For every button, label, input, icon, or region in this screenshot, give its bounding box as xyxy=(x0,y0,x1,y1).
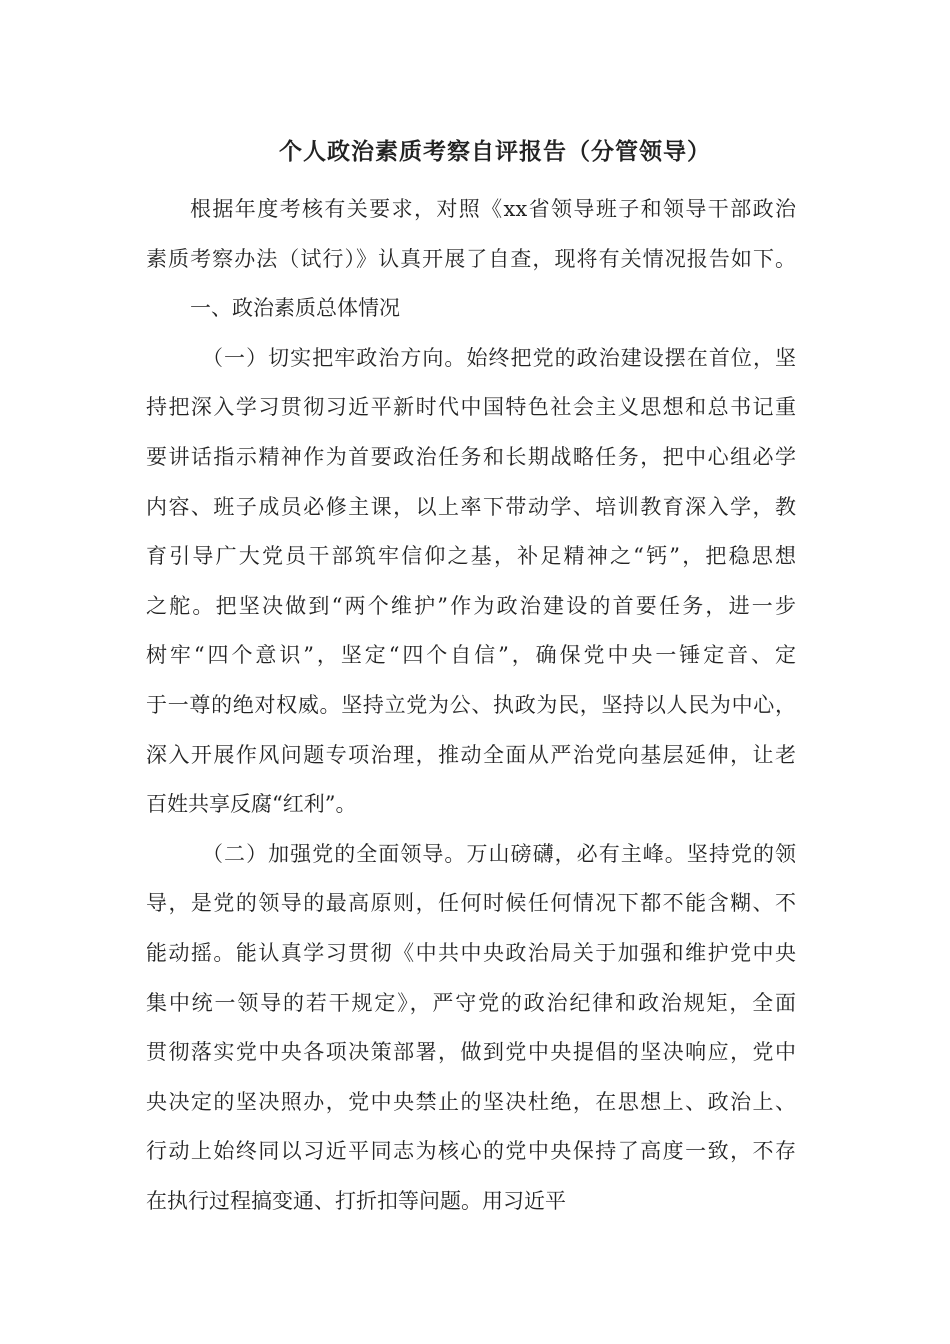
paragraph-line-14: （二）加强党的全面领导。万山磅礴，必有主峰。坚持党的领 xyxy=(202,841,796,866)
paragraph-line-18: 贯彻落实党中央各项决策部署，做到党中央提倡的坚决响应，党中 xyxy=(146,1040,796,1065)
paragraph-line-4: （一）切实把牢政治方向。始终把党的政治建设摆在首位，坚 xyxy=(202,345,796,370)
paragraph-line-16: 能动摇。能认真学习贯彻《中共中央政治局关于加强和维护党中央 xyxy=(146,940,796,965)
document-body xyxy=(146,185,796,1226)
paragraph-line-6: 要讲话指示精神作为首要政治任务和长期战略任务，把中心组必学 xyxy=(146,444,796,469)
paragraph-line-1: 根据年度考核有关要求，对照《xx省领导班子和领导干部政治 xyxy=(190,197,796,221)
paragraph-line-5: 持把深入学习贯彻习近平新时代中国特色社会主义思想和总书记重 xyxy=(146,395,796,420)
document-title: 个人政治素质考察自评报告（分管领导） xyxy=(279,138,711,165)
paragraph-line-9: 之舵。把坚决做到“两个维护”作为政治建设的首要任务，进一步 xyxy=(146,593,796,618)
paragraph-line-2: 素质考察办法（试行）》认真开展了自查，现将有关情况报告如下。 xyxy=(146,246,796,271)
paragraph-line-7: 内容、班子成员必修主课，以上率下带动学、培训教育深入学，教 xyxy=(146,494,796,519)
section-heading: 一、政治素质总体情况 xyxy=(190,296,400,321)
paragraph-line-19: 央决定的坚决照办，党中央禁止的坚决杜绝，在思想上、政治上、 xyxy=(146,1089,796,1114)
paragraph-line-13: 百姓共享反腐“红利”。 xyxy=(146,792,357,817)
paragraph-line-8: 育引导广大党员干部筑牢信仰之基，补足精神之“钙”，把稳思想 xyxy=(146,544,796,569)
paragraph-line-12: 深入开展作风问题专项治理，推动全面从严治党向基层延伸，让老 xyxy=(146,742,796,767)
paragraph-line-21: 在执行过程搞变通、打折扣等问题。用习近平 xyxy=(146,1188,566,1213)
paragraph-line-10: 树牢“四个意识”，坚定“四个自信”，确保党中央一锤定音、定 xyxy=(146,643,796,668)
paragraph-line-20: 行动上始终同以习近平同志为核心的党中央保持了高度一致，不存 xyxy=(146,1139,796,1164)
paragraph-line-11: 于一尊的绝对权威。坚持立党为公、执政为民，坚持以人民为中心， xyxy=(146,692,796,717)
paragraph-line-17: 集中统一领导的若干规定》，严守党的政治纪律和政治规矩，全面 xyxy=(146,990,796,1015)
paragraph-line-15: 导，是党的领导的最高原则，任何时候任何情况下都不能含糊、不 xyxy=(146,891,796,916)
